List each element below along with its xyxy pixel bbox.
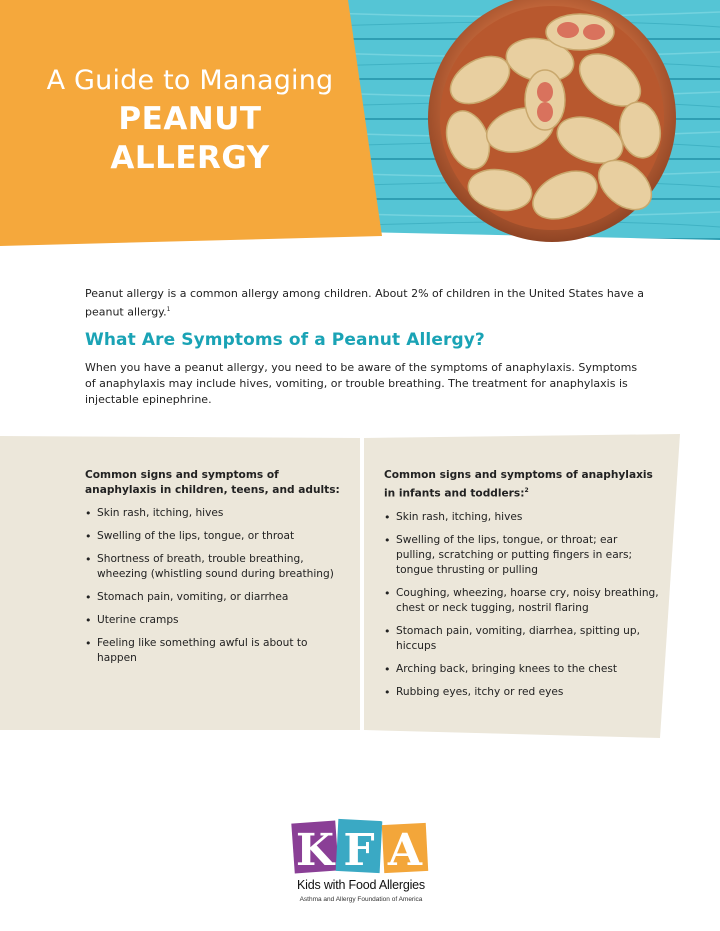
symptoms-body: When you have a peanut allergy, you need to be aware of the symptoms of anaphylaxis. Symptoms of anaphylaxis may include hives, vomiting, or trouble breathing. The treatment for anaphylaxis is injectable epinephrine. — [85, 361, 638, 406]
svg-text:A: A — [387, 825, 423, 876]
bullet-icon: • — [384, 662, 391, 676]
bullet-icon: • — [85, 530, 92, 543]
kfa-logo-mark — [291, 818, 431, 876]
bullet-icon: • — [384, 510, 391, 524]
bullet-icon: • — [384, 624, 391, 638]
list-item: • Uterine cramps — [85, 614, 179, 627]
svg-text:K: K — [295, 825, 335, 876]
list-item: • Arching back, bringing knees to the chest — [384, 662, 618, 676]
symptoms-heading: What Are Symptoms of a Peanut Allergy? — [85, 330, 485, 350]
hero-banner — [0, 0, 720, 248]
list-item: • Shortness of breath, trouble breathing, wheezing (whistling sound during breathing) — [85, 553, 334, 580]
list-item: • Stomach pain, vomiting, or diarrhea — [85, 591, 289, 604]
bullet-icon: • — [85, 637, 92, 650]
logo-name: Kids with Food Allergies — [297, 878, 425, 892]
intro-ref: 1 — [166, 306, 171, 313]
list-item: • Swelling of the lips, tongue, or throat — [85, 530, 295, 543]
hero-title — [0, 62, 380, 178]
list-item: • Skin rash, itching, hives — [384, 510, 523, 524]
logo-tagline: Asthma and Allergy Foundation of America — [299, 896, 423, 903]
intro-text: Peanut allergy is a common allergy among children. About 2% of children in the United States have a peanut allergy. — [85, 287, 645, 319]
right-panel-heading: Common signs and symptoms of anaphylaxis in infants and toddlers:$^2$ — [384, 469, 653, 500]
bullet-icon: • — [85, 591, 92, 604]
list-item: • Feeling like something awful is about to happen — [85, 637, 308, 664]
bullet-icon: • — [384, 685, 391, 699]
bullet-icon: • — [384, 586, 391, 600]
list-item: • Skin rash, itching, hives — [85, 507, 224, 520]
intro-paragraph — [85, 286, 645, 321]
list-item: • Swelling of the lips, tongue, or throat; ear pulling, scratching or putting fingers in ears; tongue thrusting or pulling — [384, 533, 633, 576]
bullet-icon: • — [85, 614, 92, 627]
list-item: • Coughing, wheezing, hoarse cry, noisy breathing, chest or neck tugging, nostril flaring — [384, 586, 659, 614]
list-item: • Rubbing eyes, itchy or red eyes — [384, 685, 564, 699]
svg-text:F: F — [343, 825, 375, 876]
right-panel-ref: 2 — [524, 487, 529, 494]
list-item: • Stomach pain, vomiting, diarrhea, spitting up, hiccups — [384, 624, 640, 652]
bullet-icon: • — [85, 553, 92, 566]
right-symptom-panel — [384, 468, 659, 708]
bullet-icon: • — [384, 533, 391, 547]
hero-title-line3: ALLERGY — [110, 140, 270, 176]
left-symptom-panel — [85, 468, 347, 674]
right-symptom-list — [384, 510, 659, 700]
left-panel-heading: Common signs and symptoms of anaphylaxis in children, teens, and adults: — [85, 469, 340, 496]
left-symptom-list — [85, 506, 347, 666]
hero-title-line1: A Guide to Managing — [46, 65, 334, 96]
kfa-logo — [291, 818, 431, 908]
bullet-icon: • — [85, 507, 92, 520]
hero-title-line2: PEANUT — [118, 101, 262, 137]
